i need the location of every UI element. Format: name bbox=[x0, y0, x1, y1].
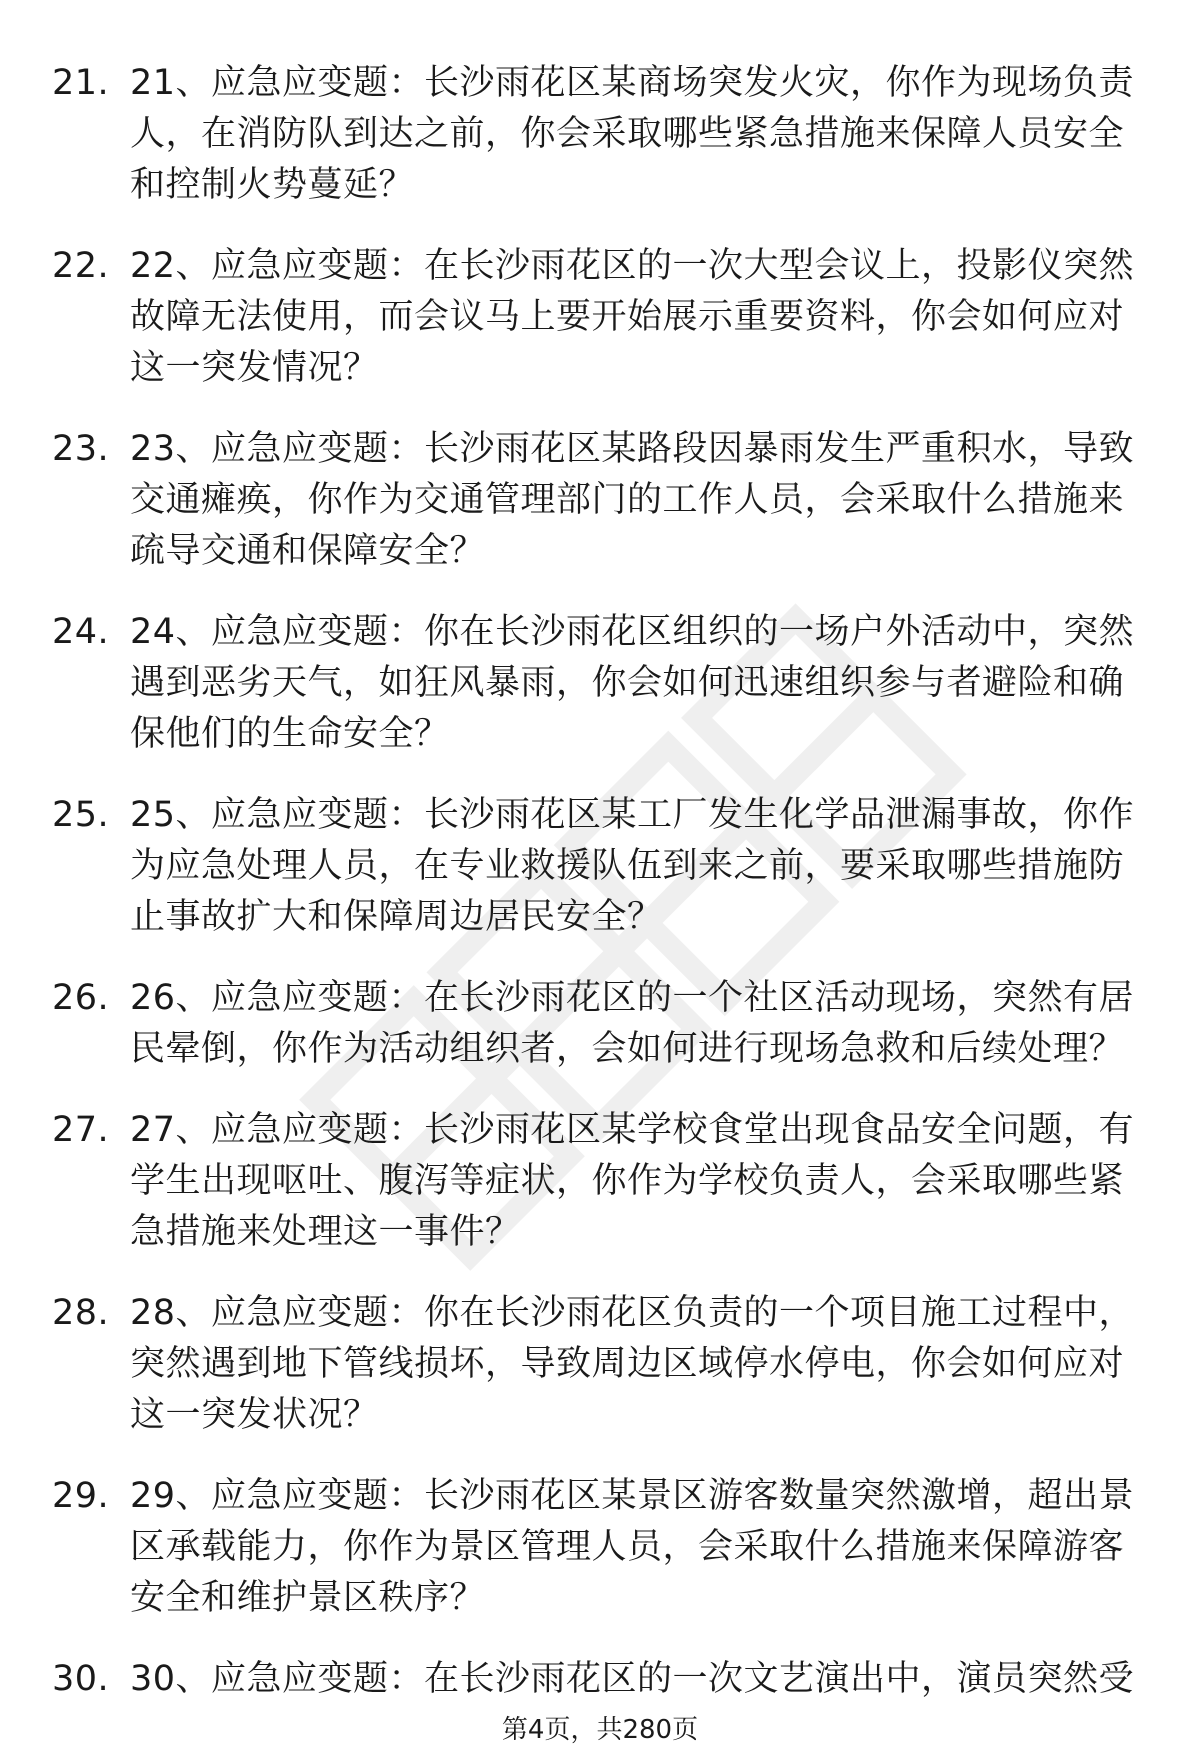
question-number: 22. bbox=[52, 246, 110, 286]
question-item bbox=[52, 607, 1152, 760]
question-item bbox=[52, 58, 1152, 211]
question-item bbox=[52, 424, 1152, 577]
page-number-label: 第4页，共280页 bbox=[501, 1715, 699, 1745]
question-list bbox=[52, 58, 1152, 1705]
question-number: 25. bbox=[52, 795, 110, 835]
question-text: 28、应急应变题：你在长沙雨花区负责的一个项目施工过程中，突然遇到地下管线损坏，导致周边区域停水停电，你会如何应对这一突发状况？ bbox=[130, 1293, 1135, 1435]
question-text: 24、应急应变题：你在长沙雨花区组织的一场户外活动中，突然遇到恶劣天气，如狂风暴雨，你会如何迅速组织参与者避险和确保他们的生命安全？ bbox=[130, 612, 1135, 754]
question-item bbox=[52, 1471, 1152, 1624]
question-item bbox=[52, 241, 1152, 394]
question-text: 27、应急应变题：长沙雨花区某学校食堂出现食品安全问题，有学生出现呕吐、腹泻等症状，你作为学校负责人，会采取哪些紧急措施来处理这一事件？ bbox=[130, 1110, 1135, 1252]
question-text: 23、应急应变题：长沙雨花区某路段因暴雨发生严重积水，导致交通瘫痪，你作为交通管理部门的工作人员，会采取什么措施来疏导交通和保障安全？ bbox=[130, 429, 1135, 571]
question-item bbox=[52, 1654, 1152, 1705]
question-text: 21、应急应变题：长沙雨花区某商场突发火灾，你作为现场负责人，在消防队到达之前，你会采取哪些紧急措施来保障人员安全和控制火势蔓延？ bbox=[130, 63, 1135, 205]
question-number: 30. bbox=[52, 1659, 110, 1699]
question-item bbox=[52, 973, 1152, 1075]
question-number: 21. bbox=[52, 63, 110, 103]
question-number: 28. bbox=[52, 1293, 110, 1333]
question-text: 25、应急应变题：长沙雨花区某工厂发生化学品泄漏事故，你作为应急处理人员，在专业救援队伍到来之前，要采取哪些措施防止事故扩大和保障周边居民安全？ bbox=[130, 795, 1135, 937]
question-text: 30、应急应变题：在长沙雨花区的一次文艺演出中，演员突然受 bbox=[130, 1659, 1135, 1699]
question-item bbox=[52, 1105, 1152, 1258]
question-number: 29. bbox=[52, 1476, 110, 1516]
question-text: 26、应急应变题：在长沙雨花区的一个社区活动现场，突然有居民晕倒，你作为活动组织者，会如何进行现场急救和后续处理？ bbox=[130, 978, 1135, 1069]
question-item bbox=[52, 790, 1152, 943]
page-footer bbox=[0, 1712, 1200, 1748]
question-number: 27. bbox=[52, 1110, 110, 1150]
question-item bbox=[52, 1288, 1152, 1441]
question-text: 22、应急应变题：在长沙雨花区的一次大型会议上，投影仪突然故障无法使用，而会议马上要开始展示重要资料，你会如何应对这一突发情况？ bbox=[130, 246, 1135, 388]
question-text: 29、应急应变题：长沙雨花区某景区游客数量突然激增，超出景区承载能力，你作为景区管理人员，会采取什么措施来保障游客安全和维护景区秩序？ bbox=[130, 1476, 1135, 1618]
question-number: 26. bbox=[52, 978, 110, 1018]
question-number: 23. bbox=[52, 429, 110, 469]
question-number: 24. bbox=[52, 612, 110, 652]
